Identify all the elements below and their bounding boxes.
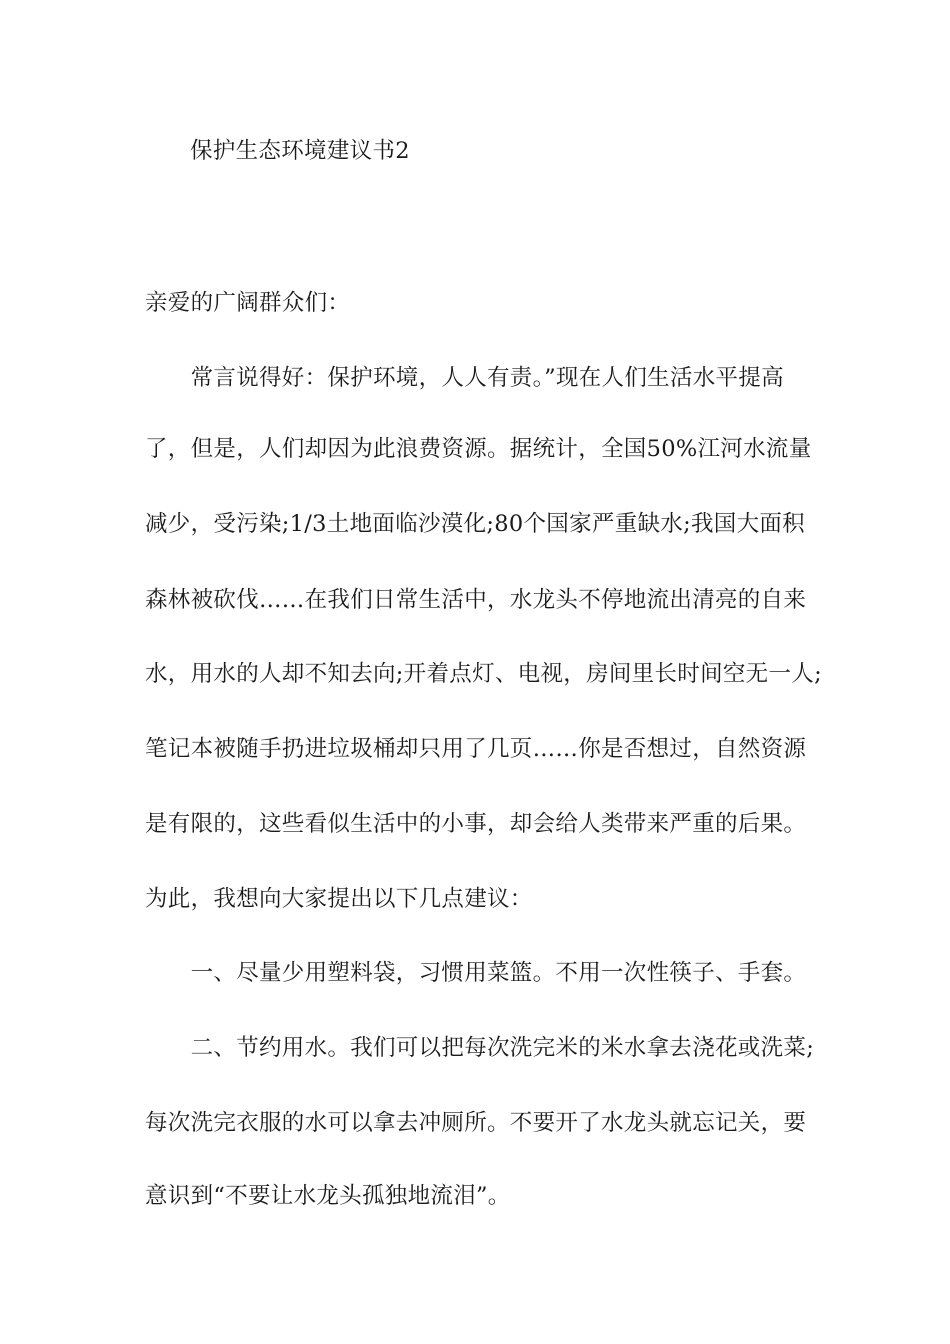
paragraph-line: 笔记本被随手扔进垃圾桶却只用了几页……你是否想过，自然资源 bbox=[145, 736, 807, 762]
paragraph-line: 了，但是，人们却因为此浪费资源。据统计，全国50%江河水流量 bbox=[145, 436, 812, 462]
document-title: 保护生态环境建议书2 bbox=[190, 138, 410, 164]
paragraph-line: 减少，受污染;1/3土地面临沙漠化;80个国家严重缺水;我国大面积 bbox=[145, 511, 805, 537]
paragraph-line: 每次洗完衣服的水可以拿去冲厕所。不要开了水龙头就忘记关，要 bbox=[145, 1110, 807, 1136]
list-item-2: 二、节约用水。我们可以把每次洗完米的米水拿去浇花或洗菜; bbox=[145, 1035, 815, 1061]
paragraph-line: 水，用水的人却不知去向;开着点灯、电视，房间里长时间空无一人; bbox=[145, 661, 822, 687]
paragraph-line: 是有限的，这些看似生活中的小事，却会给人类带来严重的后果。 bbox=[145, 811, 807, 837]
paragraph-line: 为此，我想向大家提出以下几点建议： bbox=[145, 886, 533, 912]
paragraph-line: 森林被砍伐……在我们日常生活中，水龙头不停地流出清亮的自来 bbox=[145, 587, 807, 613]
salutation: 亲爱的广阔群众们： bbox=[145, 290, 351, 316]
paragraph-line: 意识到“不要让水龙头孤独地流泪”。 bbox=[145, 1183, 511, 1209]
paragraph-line: 常言说得好：保护环境，人人有责。”现在人们生活水平提高 bbox=[145, 365, 784, 391]
list-item-1: 一、尽量少用塑料袋，习惯用菜篮。不用一次性筷子、手套。 bbox=[145, 960, 807, 986]
